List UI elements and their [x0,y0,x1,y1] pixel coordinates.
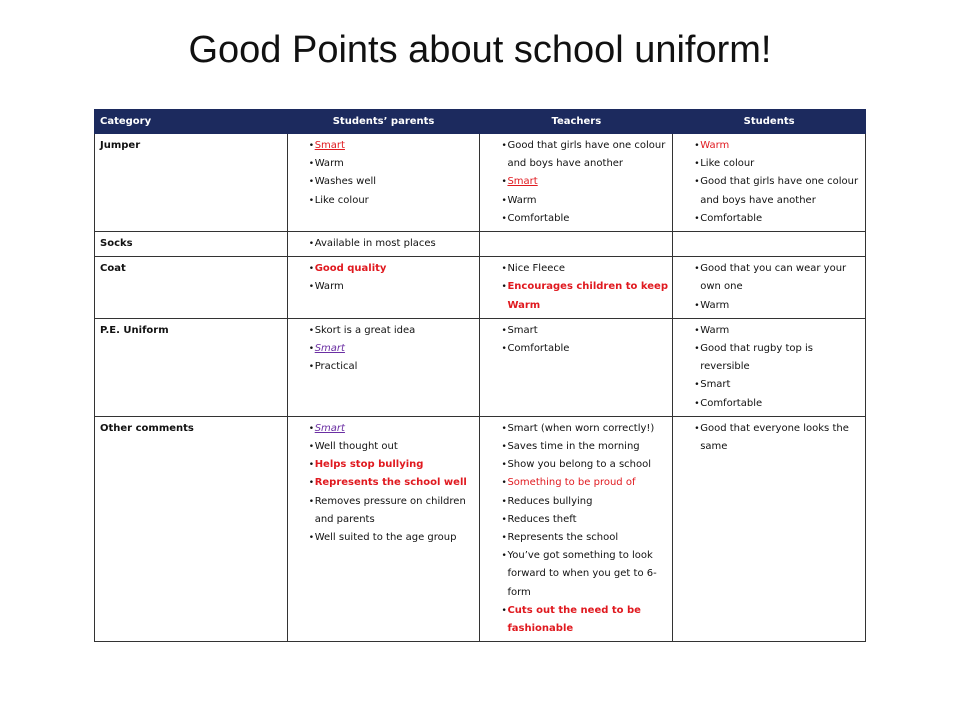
list-item [315,438,476,456]
list-item [700,340,861,376]
list-item-text: Smart [700,379,731,391]
list-item-text: Like colour [314,194,369,206]
table-row [95,318,866,416]
list-item [315,155,476,173]
students-list [678,322,861,413]
list-item-text: Smart [314,140,345,151]
teachers-list [485,260,668,315]
teachers-list [485,322,668,358]
list-item [315,173,476,191]
teachers-cell [480,134,673,232]
list-item [507,260,668,278]
list-item [507,210,668,228]
list-item-text: Show you belong to a school [507,459,652,471]
list-item [507,137,668,173]
list-item-text: Nice Fleece [507,263,566,275]
list-item-text: Skort is a great idea [314,324,416,336]
header-students: Students [673,110,866,134]
header-category: Category [95,110,288,134]
students-list [678,260,861,315]
list-item [315,260,476,278]
list-item-text: Good that rugby top is reversible [700,343,814,373]
list-item-text: Smart (when worn correctly!) [507,422,655,434]
list-item [700,137,861,155]
parents-list [293,235,476,253]
list-item [700,210,861,228]
list-item [700,395,861,413]
table-header-row [95,110,866,134]
list-item [700,260,861,296]
parents-list [293,260,476,296]
table-row [95,257,866,319]
table-body [95,134,866,642]
list-item [507,173,668,191]
list-item-text: Reduces bullying [507,495,593,507]
category-cell: Coat [95,257,288,319]
parents-cell [287,134,480,232]
category-cell: P.E. Uniform [95,318,288,416]
list-item-text: Comfortable [507,343,570,355]
list-item-text: Reduces theft [507,513,577,525]
list-item-text: Good that girls have one colour and boys have another [507,140,666,170]
list-item-text: Like colour [700,158,755,170]
list-item-text: Warm [507,194,537,206]
parents-list [293,137,476,210]
parents-list [293,420,476,547]
list-item-text: Smart [314,343,345,355]
list-item-text: Represents the school well [314,477,467,489]
parents-cell [287,257,480,319]
list-item-text: Warm [700,324,730,336]
list-item [700,297,861,315]
list-item [507,547,668,602]
list-item [507,278,668,314]
list-item-text: Good that girls have one colour and boys have another [700,176,859,206]
students-cell [673,318,866,416]
list-item [700,155,861,173]
list-item [315,340,476,358]
teachers-cell [480,257,673,319]
list-item-text: Practical [314,361,358,373]
list-item-text: Smart [314,422,345,434]
table-row [95,232,866,257]
list-item [507,474,668,492]
list-item [507,493,668,511]
list-item-text: Comfortable [507,212,570,224]
list-item [507,322,668,340]
students-cell [673,416,866,641]
list-item [700,420,861,456]
table-row [95,134,866,232]
teachers-list [485,420,668,638]
list-item [507,529,668,547]
list-item-text: Helps stop bullying [314,459,424,471]
list-item-text: Warm [314,158,344,170]
list-item-text: Good that you can wear your own one [700,263,847,293]
list-item-text: Represents the school [507,532,619,544]
list-item-text: Warm [700,140,730,151]
list-item [315,456,476,474]
list-item-text: Washes well [314,176,377,188]
category-cell: Other comments [95,416,288,641]
list-item-text: Smart [507,176,538,188]
list-item-text: Something to be proud of [507,477,636,489]
list-item-text: Saves time in the morning [507,441,640,453]
list-item [315,235,476,253]
list-item-text: Smart [507,324,538,336]
category-cell: Socks [95,232,288,257]
list-item-text: Well suited to the age group [314,532,457,544]
uniform-table [94,109,866,642]
list-item [315,358,476,376]
list-item-text: Available in most places [314,238,436,250]
list-item [700,173,861,209]
list-item-text: Encourages children to keep Warm [507,281,668,311]
students-list [678,420,861,456]
category-cell: Jumper [95,134,288,232]
students-cell [673,257,866,319]
list-item-text: Cuts out the need to be fashionable [507,604,641,635]
header-parents: Students’ parents [287,110,480,134]
list-item [315,278,476,296]
table-row [95,416,866,641]
parents-list [293,322,476,377]
list-item-text: Warm [314,281,344,293]
list-item [507,192,668,210]
parents-cell [287,318,480,416]
list-item [700,322,861,340]
list-item [700,376,861,394]
list-item [315,474,476,492]
header-teachers: Teachers [480,110,673,134]
list-item [507,602,668,638]
teachers-list [485,137,668,228]
list-item-text: Good quality [314,263,387,275]
teachers-cell [480,416,673,641]
list-item-text: Comfortable [700,397,763,409]
list-item [507,511,668,529]
teachers-cell [480,232,673,257]
students-cell [673,134,866,232]
list-item-text: Well thought out [314,441,398,453]
students-list [678,137,861,228]
list-item [315,420,476,438]
list-item [507,340,668,358]
list-item [507,438,668,456]
list-item-text: Removes pressure on children and parents [314,495,466,525]
list-item-text: Comfortable [700,212,763,224]
slide-title: Good Points about school uniform! [188,29,772,71]
list-item [315,192,476,210]
list-item [315,493,476,529]
list-item [315,529,476,547]
list-item-text: Warm [700,299,730,311]
parents-cell [287,416,480,641]
list-item [507,456,668,474]
list-item [507,420,668,438]
students-cell [673,232,866,257]
teachers-cell [480,318,673,416]
list-item [315,322,476,340]
list-item-text: You’ve got something to look forward to when you get to 6-form [507,550,657,598]
list-item-text: Good that everyone looks the same [700,422,849,453]
list-item [315,137,476,155]
parents-cell [287,232,480,257]
